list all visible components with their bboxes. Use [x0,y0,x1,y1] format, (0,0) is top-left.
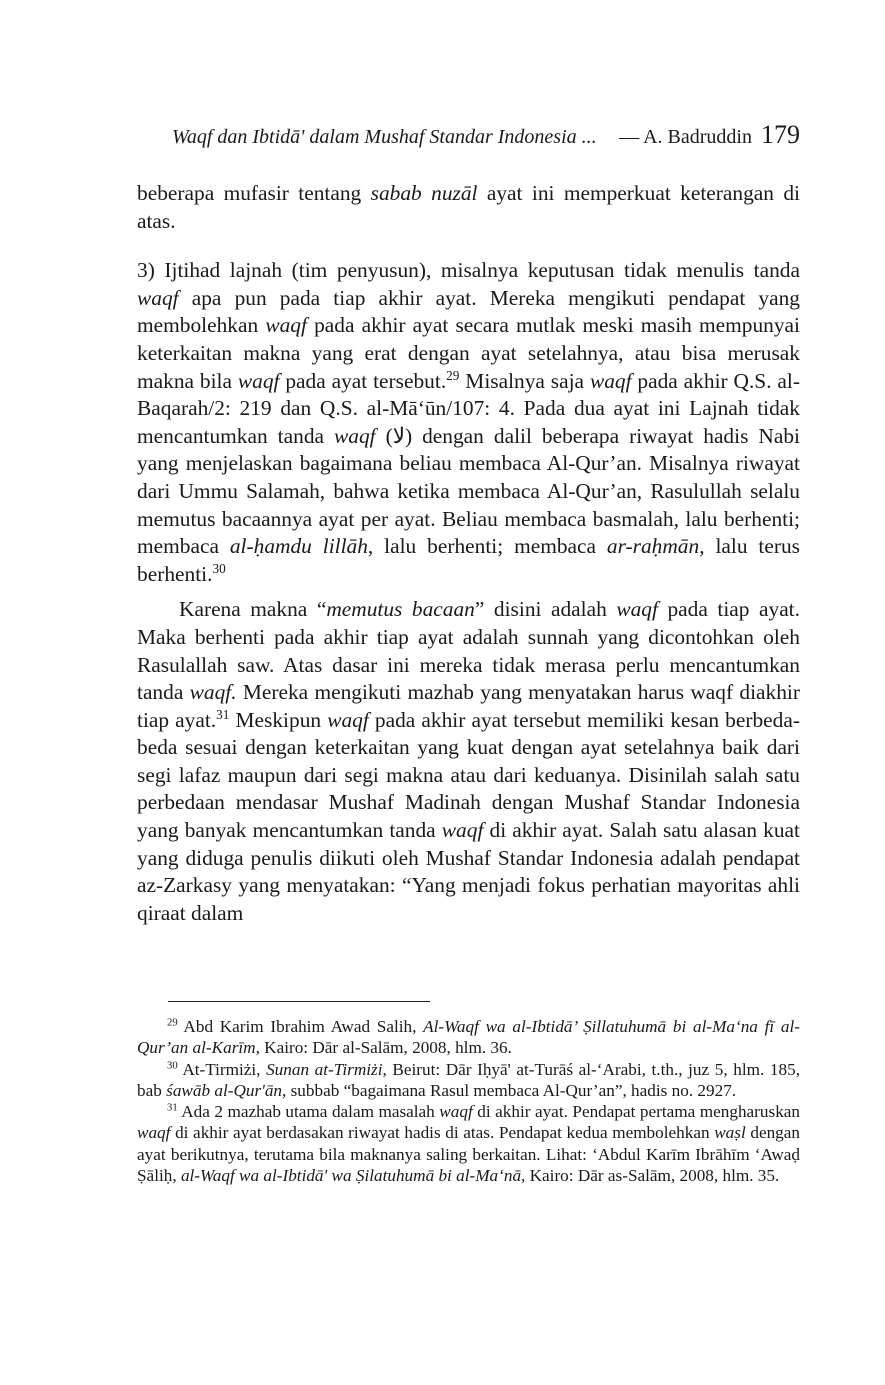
text-run: (لا) dengan dalil beberapa riwayat hadis Nabi yang menjelaskan bagaimana beliau membaca Al-Qur’an. Misalnya riwayat dari Ummu Salamah, bahwa ketika membaca Al-Qur’an, Rasulullah selalu memutus bacaannya ayat per ayat. Beliau membaca basmalah, lalu berhenti; membaca [137,423,800,559]
italic-term: śawāb al-Qur'ān, [166,1080,287,1100]
text-run: pada akhir ayat tersebut memiliki kesan berbeda-beda sesuai dengan keterkaitan yang kuat dengan ayat setelahnya baik dari segi lafaz maupun dari segi makna atau dari keduanya. Disinilah salah satu perbedaan mendasar Mushaf Madinah dengan Mushaf Standar Indonesia yang banyak mencantumkan tanda [137,707,800,843]
italic-term: waqf. [189,680,237,705]
italic-term: waqf [237,368,280,393]
italic-term: al-Waqf wa al-Ibtidā' wa Ṣilatuhumā bi al-Ma‘nā [180,1166,522,1186]
text-run: Abd Karim Ibrahim Awad Salih, [177,1017,424,1036]
text-run: , lalu berhenti; membaca [367,534,607,559]
footnote [137,1016,800,1059]
paragraph [137,596,800,927]
text-run: dengan ayat berikutnya, terutama bila maknanya saling berkaitan. Lihat: ‘Abdul Karīm Ibrāhīm ‘Awaḍ Ṣāliḥ, [137,1123,800,1186]
text-run: , Kairo: Dār as-Salām, 2008, hlm. 35. [521,1166,780,1186]
text-run: Mereka mengikuti mazhab yang menyatakan harus waqf diakhir tiap ayat. [137,680,800,732]
text-run: , lalu terus berhenti. [137,534,801,586]
text-run: 3) Ijtihad lajnah (tim penyusun), misalnya keputusan tidak menulis tanda [137,258,800,283]
text-run: di akhir ayat. Salah satu alasan kuat yang diduga penulis diikuti oleh Mushaf Standar Indonesia adalah pendapat az-Zarkasy yang menyatakan: “Yang menjadi fokus perhatian mayoritas ahli qiraat dalam [137,818,800,925]
paragraph [137,257,800,588]
footnote-ref: 30 [167,1059,178,1071]
italic-term: Sunan at-Tirmiżi [266,1059,383,1079]
footnote-ref: 30 [212,560,226,576]
text-run: ” disini adalah [474,597,617,622]
italic-term: waqf [137,285,179,310]
italic-term: waṣl [714,1123,746,1143]
text-run: , Kairo: Dār al-Salām, 2008, hlm. 36. [255,1038,512,1058]
text-run: Ada 2 mazhab utama dalam masalah [177,1102,440,1122]
text-run: pada akhir Q.S. al-Baqarah/2: 219 dan Q.S. al-Mā‘ūn/107: 4. Pada dua ayat ini Lajnah tidak mencantumkan tanda [137,368,800,448]
text-run: At-Tirmiżi, [177,1059,267,1079]
footnote-ref: 29 [167,1017,178,1029]
body-text [137,180,800,927]
italic-term: waqf [137,1123,171,1143]
footnotes [137,1016,800,1186]
text-run: di akhir ayat berdasakan riwayat hadis di atas. Pendapat kedua membolehkan [170,1123,715,1143]
text-run: Meskipun [229,707,328,732]
italic-term: memutus bacaan [326,597,475,622]
text-run: pada ayat tersebut. [279,368,447,393]
italic-term: al-ḥamdu lillāh [229,534,368,559]
text-run: Misalnya saja [459,368,590,393]
text-run: pada akhir ayat secara mutlak meski masih mempunyai keterkaitan makna yang erat dengan ayat setelahnya, atau bisa merusak makna bila [137,313,800,393]
text-run: , Beirut: Dār Iḥyā' at-Turāś al-‘Arabi, t.th., juz 5, hlm. 185, bab [137,1059,800,1100]
italic-term: sabab nuzāl [370,181,478,205]
running-author: — A. Badruddin [619,126,752,148]
running-header [172,118,800,154]
footnote-divider [168,1001,430,1002]
italic-term: waqf [334,423,376,448]
italic-term: waqf [327,707,369,732]
footnote [137,1101,800,1186]
italic-term: ar-raḥmān [606,534,700,559]
running-title: Waqf dan Ibtidā' dalam Mushaf Standar Indonesia ... [172,126,597,148]
footnote [137,1059,800,1102]
italic-term: Al-Waqf wa al-Ibtidā’ Ṣillatuhumā bi al-Ma‘na fī al-Qur’an al-Karīm [137,1017,800,1058]
paragraph [137,180,800,235]
footnote-ref: 31 [167,1102,178,1114]
italic-term: waqf [616,597,658,622]
italic-term: waqf [441,818,484,843]
footnote-ref: 31 [216,706,230,722]
italic-term: waqf [439,1102,473,1122]
page-number: 179 [761,120,800,149]
footnote-ref: 29 [446,367,460,383]
text-run: Karena makna “ [179,597,327,622]
text-run: subbab “bagaimana Rasul membaca Al-Qur’an”, hadis no. 2927. [286,1080,737,1100]
text-run: di akhir ayat. Pendapat pertama mengharuskan [472,1102,801,1122]
text-run: apa pun pada tiap akhir ayat. Mereka mengikuti pendapat yang membolehkan [137,285,800,338]
text-run: pada tiap ayat. Maka berhenti pada akhir tiap ayat adalah sunnah yang dicontohkan oleh Rasulallah saw. Atas dasar ini mereka tidak merasa perlu mencantumkan tanda [137,597,800,705]
text-run: beberapa mufasir tentang [137,181,371,205]
italic-term: waqf [589,368,632,393]
italic-term: waqf [265,313,307,338]
text-run: ayat ini memperkuat keterangan di atas. [137,181,800,233]
